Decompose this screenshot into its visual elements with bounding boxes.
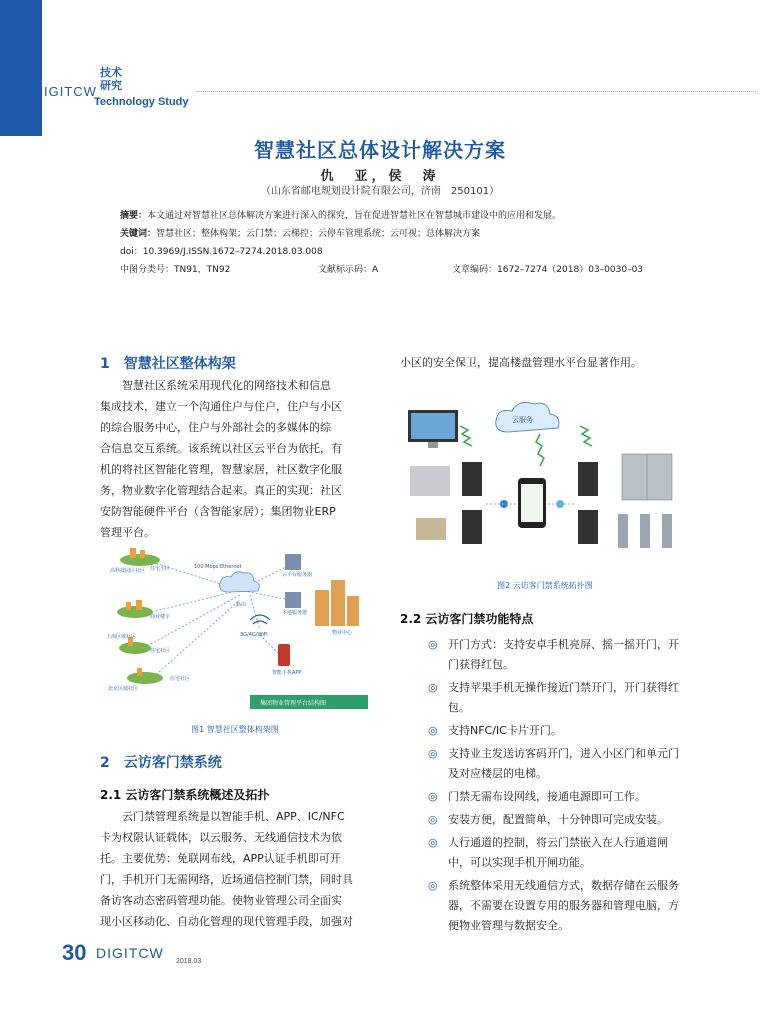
label-wifi: 3G/4G/WiFi (240, 632, 268, 638)
label-cloud-server: 云平台服务器 (282, 572, 313, 578)
list-item: ◎ 安装方便，配置简单，十分钟即可完成安装。 (428, 810, 688, 830)
article-authors: 仇 亚，侯 涛 (320, 169, 440, 184)
header-divider (196, 91, 756, 92)
doi: doi：10.3969/J.ISSN.1672–7274.2018.03.008 (120, 247, 323, 257)
bullet-icon: ◎ (428, 724, 438, 737)
article-affiliation: （山东省邮电规划设计院有限公司，济南 250101） (260, 186, 500, 197)
list-item: ◎ 人行通道的控制，将云门禁嵌入在人行通道闸中，可以实现手机开闸功能。 (428, 833, 688, 873)
column-name-en: Technology Study (94, 96, 189, 108)
section-1-heading: 1 智慧社区整体构架 (100, 356, 236, 372)
label-phone: 智能手机APP (272, 670, 302, 676)
wifi-icon (250, 615, 270, 624)
clc-number: 中图分类号：TN91，TN92 (120, 265, 231, 275)
section-2-heading: 2 云访客门禁系统 (100, 755, 222, 771)
section-2-1-body: 云门禁管理系统是以智能手机、APP、IC/NFC 卡为权限认证载体，以云服务、无线通信技术为依 托。主要优势：免联网布线，APP认证手机即可开 门，手机开门无需网络，近场通信控制门禁，同时具 备访客动态密码管理功能。使物业管理公司全面实 现小区移动化、自动化管理的现代管理手段，加强对 (100, 810, 353, 928)
label-local-server: 本地服务器 (282, 610, 308, 616)
property-building-icon (315, 580, 359, 626)
bullet-icon: ◎ (428, 638, 438, 651)
document-code: 文献标示码：A (318, 265, 379, 275)
label-cloud-service: 云服务 (512, 416, 533, 424)
logo-text: IGITCW (44, 84, 97, 99)
footer-brand: DIGITCW (96, 945, 164, 961)
section-2-1-heading: 2.1 云访客门禁系统概述及拓扑 (100, 788, 270, 802)
door-lock-icon (416, 518, 446, 540)
cloud-icon (220, 572, 260, 592)
visitor-access-topology-diagram (400, 392, 690, 577)
label-platform: 集团物业管理平台结构图 (260, 700, 327, 707)
label-network: 100 Mbps Ethernet (194, 564, 242, 570)
list-item: ◎ 支持业主发送访客码开门，进入小区门和单元门及对应楼层的电梯。 (428, 744, 688, 784)
abstract: 摘要：本文通过对智慧社区总体解决方案进行深入的探究，旨在促进智慧社区在智慧城市建设中的应用和发展。 (120, 211, 562, 221)
cloud-server-icon (285, 554, 301, 570)
label-community-7: 住宅社区 (170, 676, 191, 682)
side-color-band (0, 0, 42, 136)
access-card-icon (410, 466, 450, 496)
bullet-icon: ◎ (428, 836, 438, 849)
computer-icon (408, 410, 458, 448)
label-community-4: 上海区域社区 (106, 634, 137, 640)
section-2-2-heading: 2.2 云访客门禁功能特点 (400, 612, 534, 626)
keywords: 关键词：智慧社区；整体构架；云门禁；云梯控；云停车管理系统；云可视；总体解决方案 (120, 229, 481, 239)
label-community-1: 高科技园区社区 (110, 568, 146, 574)
local-server-icon (285, 592, 301, 608)
column-name: 技术 研究 (100, 66, 122, 92)
elevator-icon (622, 454, 672, 500)
bullet-icon: ◎ (428, 879, 438, 892)
figure-2-caption: 图2 云访客门禁系统拓扑图 (497, 581, 593, 590)
article-number: 文章编码：1672–7274（2018）03–0030–03 (452, 265, 644, 275)
label-community-5: 住宅社区 (150, 648, 171, 654)
figure-1-caption: 图1 智慧社区整体构架图 (191, 725, 279, 734)
article-title: 智慧社区总体设计解决方案 (254, 138, 506, 162)
continued-text: 小区的安全保卫，提高楼盘管理水平台显著作用。 (400, 356, 642, 369)
list-item: ◎ 门禁无需布设网线，接通电源即可工作。 (428, 787, 688, 807)
list-item: ◎ 系统整体采用无线通信方式，数据存储在云服务器，不需要在设置专用的服务器和管理电脑，方便物业管理与数据安全。 (428, 876, 688, 936)
label-router: 路由 (236, 602, 247, 608)
logo-letter: D (18, 72, 39, 105)
label-property: 物业中心 (332, 630, 353, 636)
bullet-icon: ◎ (428, 813, 438, 826)
list-item: ◎ 支持苹果手机无操作接近门禁开门，开门获得红包。 (428, 678, 688, 718)
phone-icon (278, 644, 290, 666)
label-community-6: 北京区域社区 (108, 686, 139, 692)
section-1-body: 智慧社区系统采用现代化的网络技术和信息 集成技术，建立一个沟通住户与住户，住户与小区 的综合服务中心，住户与外部社会的多媒体的综 合信息交互系统。该系统以社区云平台为依托，有 机的将社区智能化管理，智慧家居，社区数字化服 务，物业数字化管理结合起来。真正的实现：社区 安防智能硬件平台（含智能家居）；集团物业ERP 管理平台。 (100, 379, 342, 539)
bullet-icon: ◎ (428, 747, 438, 760)
feature-list (428, 635, 688, 939)
page-number: 30 (62, 940, 87, 965)
community-architecture-diagram (100, 540, 370, 720)
bullet-icon: ◎ (428, 790, 438, 803)
label-community-2: 住宅小区 (150, 566, 171, 572)
footer-issue: 2018.03 (176, 958, 202, 965)
turnstile-icon (618, 514, 672, 548)
bullet-icon: ◎ (428, 681, 438, 694)
label-community-3: 商业楼宇 (150, 614, 171, 620)
list-item: ◎ 开门方式：支持安卓手机亮屏、摇一摇开门，开门获得红包。 (428, 635, 688, 675)
list-item: ◎ 支持NFC/IC卡片开门。 (428, 721, 688, 741)
